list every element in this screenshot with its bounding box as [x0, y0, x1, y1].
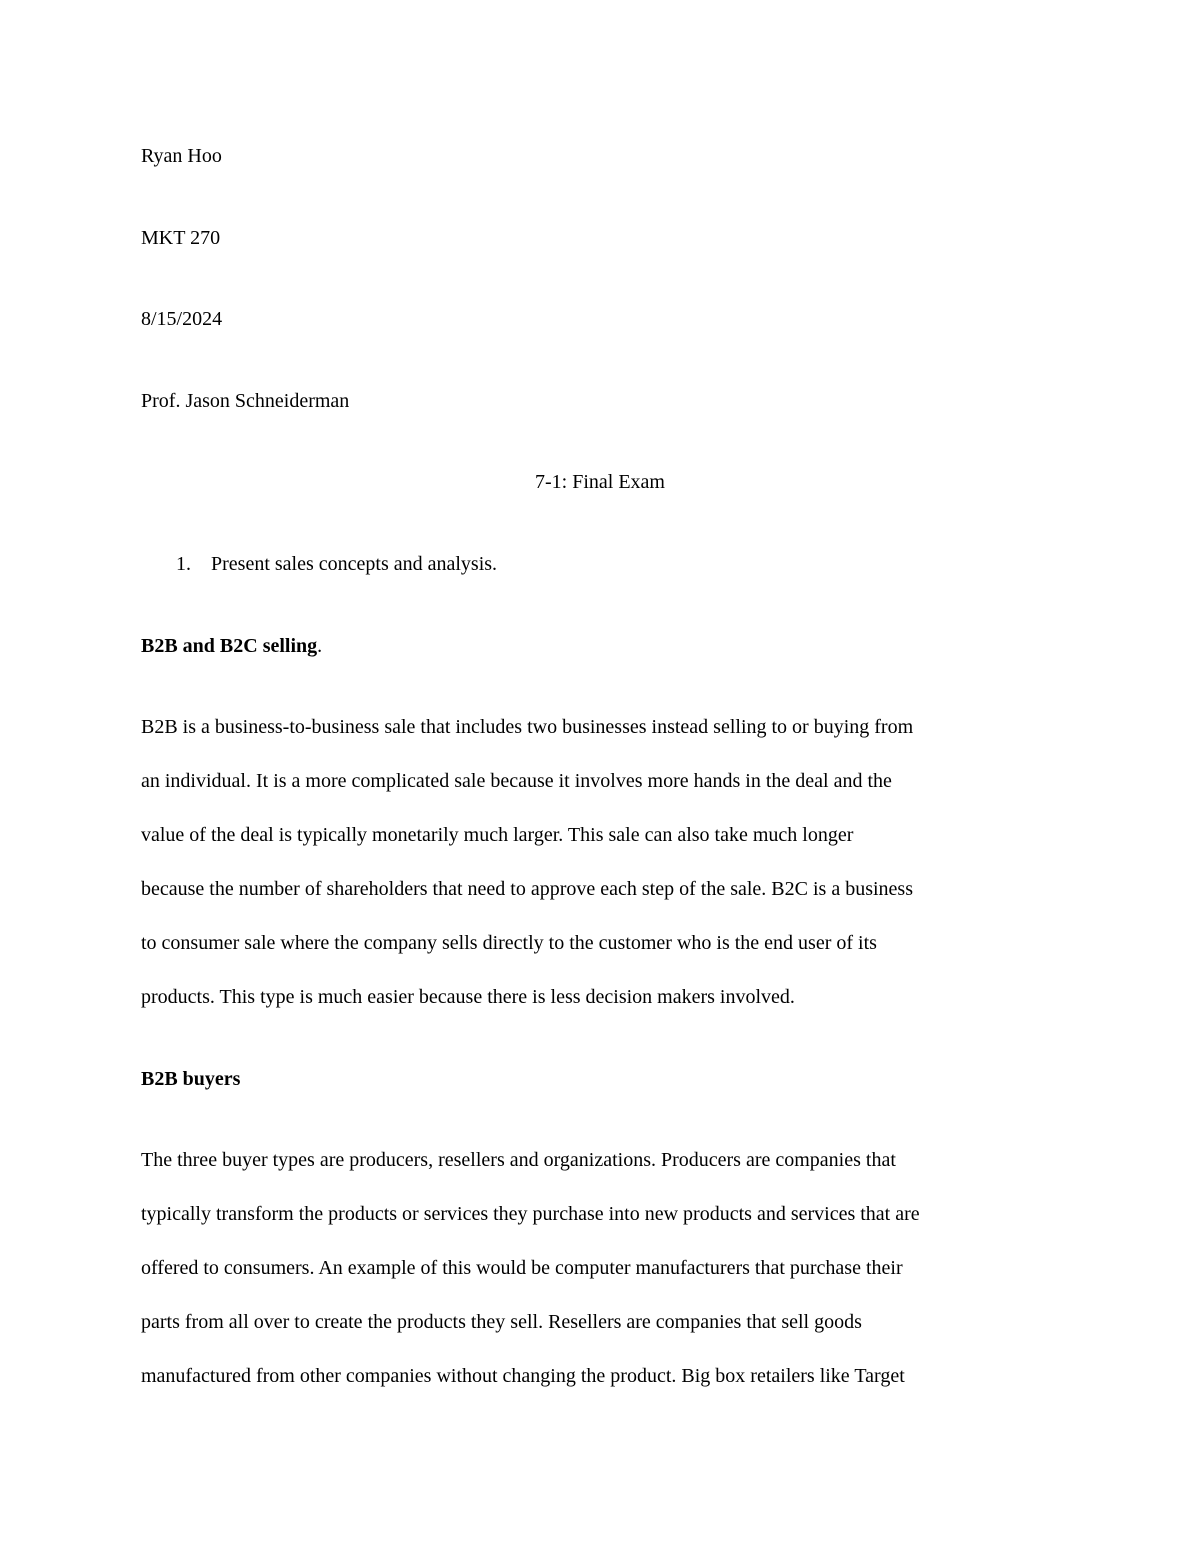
paragraph-line: parts from all over to create the products they sell. Resellers are companies that sell goods: [141, 1311, 862, 1334]
paragraph-line: to consumer sale where the company sells directly to the customer who is the end user of its: [141, 932, 877, 955]
numbered-list: [141, 537, 1061, 619]
paragraph-line: offered to consumers. An example of this would be computer manufacturers that purchase their: [141, 1257, 903, 1280]
document-body: [141, 129, 1061, 1403]
paragraph-line: value of the deal is typically monetarily much larger. This sale can also take much longer: [141, 824, 854, 847]
list-item: [141, 537, 1061, 591]
section-heading-suffix: .: [317, 634, 323, 657]
paragraph-line: typically transform the products or services they purchase into new products and services that are: [141, 1203, 920, 1226]
paragraph-b2b-b2c: [141, 700, 1061, 1024]
section-heading-text: B2B buyers: [141, 1067, 241, 1090]
paragraph-line: B2B is a business-to-business sale that includes two businesses instead selling to or buying from: [141, 716, 914, 739]
paragraph-b2b-buyers: [141, 1133, 1061, 1403]
paragraph-line: because the number of shareholders that need to approve each step of the sale. B2C is a business: [141, 878, 913, 901]
professor-name: Prof. Jason Schneiderman: [141, 389, 350, 412]
section-heading-b2b-buyers: [141, 1052, 1061, 1134]
paragraph-line: products. This type is much easier because there is less decision makers involved.: [141, 986, 795, 1009]
author-name: Ryan Hoo: [141, 145, 222, 167]
paragraph-line: an individual. It is a more complicated sale because it involves more hands in the deal and the: [141, 770, 892, 793]
paragraph-line: The three buyer types are producers, resellers and organizations. Producers are companies that: [141, 1149, 896, 1172]
document-title: 7-1: Final Exam: [535, 471, 665, 494]
section-heading-b2b-b2c: [141, 619, 1061, 701]
list-item-number: 1.: [176, 552, 191, 575]
paragraph-line: manufactured from other companies without changing the product. Big box retailers like Target: [141, 1365, 905, 1388]
course-code: MKT 270: [141, 226, 221, 249]
document-date: 8/15/2024: [141, 308, 223, 331]
list-item-text: Present sales concepts and analysis.: [211, 552, 498, 575]
section-heading-text: B2B and B2C selling: [141, 634, 318, 657]
